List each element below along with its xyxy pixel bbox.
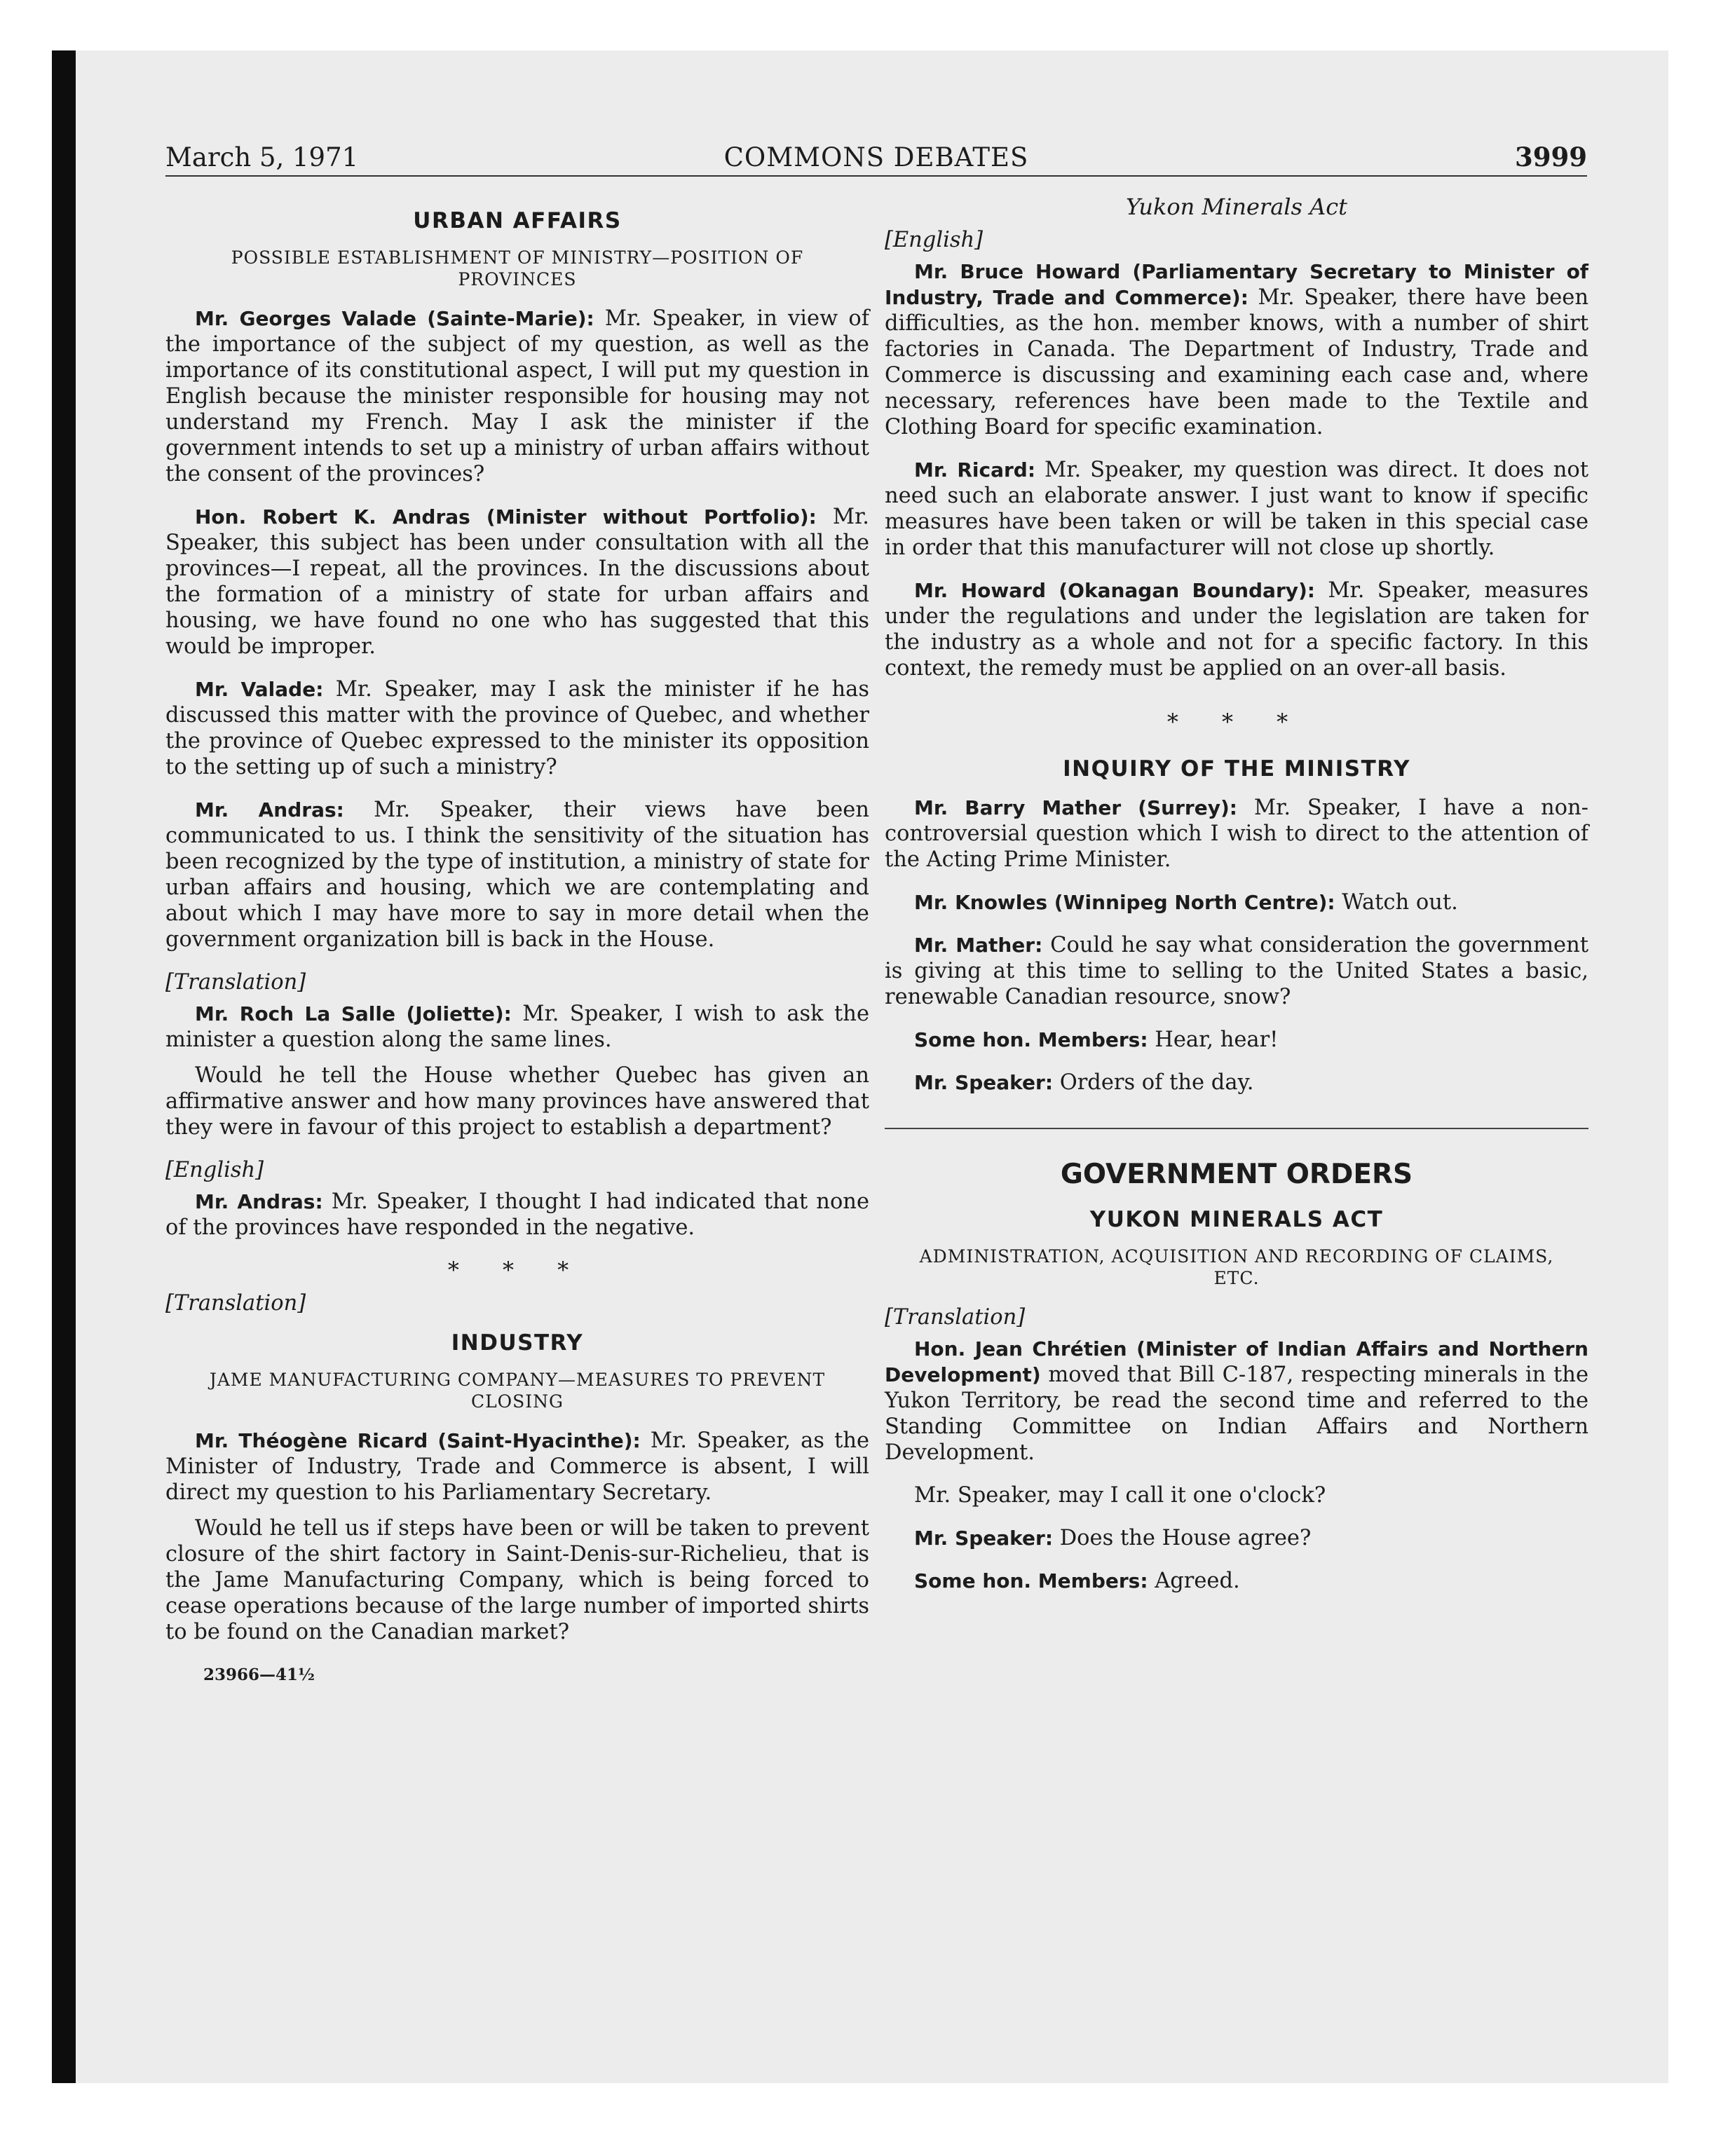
paragraph [165, 504, 869, 660]
speaker-name: Mr. Ricard: [914, 458, 1036, 482]
speech-text: Mr. Speaker, may I ask the minister if he has discussed this matter with the province of Quebec, and whether the province of Quebec expressed to the minister its opposition to the setting up of such a ministry? [165, 677, 869, 779]
translation-label: [Translation] [885, 1305, 1026, 1330]
urban-affairs-heading: URBAN AFFAIRS [413, 208, 622, 233]
paragraph: Would he tell the House whether Quebec has given an affirmative answer and how many provinces have answered that they were in favour of this project to establish a department? [165, 1063, 869, 1140]
speech-text: Mr. Speaker, in view of the importance of the subject of my question, as well as the importance of its constitutional aspect, I will put my question in English because the minister responsible for housing may not understand my French. May I ask the minister if the government intends to set up a ministry of urban affairs without the consent of the provinces? [165, 306, 869, 486]
paragraph [885, 578, 1588, 681]
section-rule [885, 1128, 1588, 1129]
page-content [52, 50, 1668, 2083]
section-separator: * * * [447, 1257, 587, 1283]
paragraph [165, 676, 869, 780]
paragraph: Would he tell us if steps have been or will be taken to prevent closure of the shirt factory in Saint-Denis-sur-Richelieu, that is the Jame Manufacturing Company, which is being forced to cease operations because of the large number of imported shirts to be found on the Canadian market? [165, 1516, 869, 1644]
translation-label: [Translation] [165, 1291, 306, 1316]
speaker-name: Some hon. Members: [914, 1569, 1148, 1592]
paragraph [885, 259, 1588, 440]
scanned-page [52, 50, 1668, 2083]
speaker-name: Hon. Robert K. Andras (Minister without Portfolio): [195, 505, 817, 528]
paragraph [885, 1568, 1588, 1594]
industry-subheading: JAME MANUFACTURING COMPANY—MEASURES TO PREVENT CLOSING [209, 1370, 826, 1412]
speech-text: Mr. Speaker, measures under the regulations and under the legislation are taken for the industry as a whole and not for a specific factory. In this context, the remedy must be applied on an over-all basis. [885, 578, 1588, 681]
speech-text: Hear, hear! [1148, 1028, 1279, 1052]
header-page-number: 3999 [1515, 142, 1587, 172]
header-title: COMMONS DEBATES [723, 142, 1029, 172]
paragraph [165, 306, 869, 487]
speaker-name: Mr. Speaker: [914, 1071, 1054, 1094]
paragraph [165, 1001, 869, 1053]
paragraph [165, 1428, 869, 1506]
running-head: Yukon Minerals Act [1125, 193, 1348, 220]
government-orders-heading: GOVERNMENT ORDERS [1060, 1159, 1413, 1190]
speech-text: moved that Bill C-187, respecting minerals in the Yukon Territory, be read the second time and referred to the Standing Committee on Indian Affairs and Northern Development. [885, 1363, 1588, 1465]
speech-text: Watch out. [1335, 890, 1458, 915]
paragraph [885, 1525, 1588, 1551]
left-column [165, 194, 869, 1688]
paragraph [885, 932, 1588, 1010]
paragraph [165, 797, 869, 953]
paragraph [165, 1189, 869, 1241]
speaker-name: Mr. Mather: [914, 934, 1043, 957]
english-label: [English] [165, 1158, 264, 1182]
speaker-name: Mr. Roch La Salle (Joliette): [195, 1002, 512, 1025]
speech-text: Mr. Speaker, as the Minister of Industry, Trade and Commerce is absent, I will direct my question to his Parliamentary Secretary. [165, 1428, 870, 1505]
inquiry-heading: INQUIRY OF THE MINISTRY [1063, 756, 1410, 782]
speech-text: Mr. Speaker, their views have been communicated to us. I think the sensitivity of the situation has been recognized by the type of institution, a ministry of state for urban affairs and housing, which we are contemplating and about which I may have more to say in more detail when the government organization bill is back in the House. [165, 798, 869, 952]
industry-heading: INDUSTRY [451, 1330, 584, 1356]
header-date: March 5, 1971 [165, 142, 359, 172]
speaker-name: Mr. Georges Valade (Sainte-Marie): [195, 307, 594, 330]
speech-text: Agreed. [1148, 1569, 1240, 1593]
paragraph [885, 457, 1588, 561]
speech-text: Mr. Speaker, I wish to ask the minister a question along the same lines. [165, 1002, 870, 1052]
page-header [165, 144, 1587, 177]
speaker-name: Mr. Knowles (Winnipeg North Centre): [914, 891, 1335, 914]
speech-text: Mr. Speaker, this subject has been under consultation with all the provinces—I repeat, all the provinces. In the discussions about the formation of a ministry of state for urban affairs and housing, we have found no one who has suggested that this would be improper. [165, 505, 870, 659]
speaker-name: Some hon. Members: [914, 1028, 1148, 1051]
paragraph [885, 795, 1588, 873]
speaker-name: Mr. Speaker: [914, 1527, 1054, 1550]
speaker-name: Mr. Valade: [195, 678, 324, 701]
footer-code: 23966—41½ [203, 1665, 315, 1684]
speaker-name: Mr. Andras: [195, 798, 344, 821]
speech-text: Mr. Speaker, I have a non-controversial question which I wish to direct to the attention of the Acting Prime Minister. [885, 796, 1588, 872]
speaker-name: Mr. Andras: [195, 1190, 323, 1213]
speaker-name: Mr. Howard (Okanagan Boundary): [914, 579, 1315, 602]
speaker-name: Mr. Barry Mather (Surrey): [914, 796, 1237, 819]
yukon-minerals-subheading: ADMINISTRATION, ACQUISITION AND RECORDING OF CLAIMS, ETC. [919, 1246, 1554, 1288]
translation-label: [Translation] [165, 970, 306, 995]
speech-text: Orders of the day. [1053, 1070, 1254, 1095]
right-column [885, 194, 1588, 1611]
speech-text: Does the House agree? [1053, 1526, 1312, 1550]
paragraph [885, 889, 1588, 915]
paragraph: Mr. Speaker, may I call it one o'clock? [914, 1483, 1326, 1508]
speech-text: Mr. Speaker, my question was direct. It does not need such an elaborate answer. I just want to know if specific measures have been taken or will be taken in this special case in order that this manufacturer will not close up shortly. [885, 458, 1588, 560]
paragraph [885, 1027, 1588, 1053]
speech-text: Could he say what consideration the government is giving at this time to selling to the United States a basic, renewable Canadian resource, snow? [885, 933, 1588, 1009]
speech-text: Mr. Speaker, I thought I had indicated that none of the provinces have responded in the negative. [165, 1189, 869, 1240]
speech-text: Mr. Speaker, there have been difficulties, as the hon. member knows, with a number of shirt factories in Canada. The Department of Industry, Trade and Commerce is discussing and examining each case and, where necessary, references have been made to the Textile and Clothing Board for specific examination. [885, 285, 1588, 439]
speaker-name: Mr. Théogène Ricard (Saint-Hyacinthe): [195, 1429, 641, 1452]
urban-affairs-subheading: POSSIBLE ESTABLISHMENT OF MINISTRY—POSITION OF PROVINCES [231, 247, 804, 289]
english-label: [English] [885, 228, 984, 252]
section-separator: * * * [1166, 709, 1307, 735]
paragraph [885, 1336, 1588, 1466]
paragraph [885, 1070, 1588, 1096]
speaker-name: Hon. Jean Chrétien (Minister of Indian Affairs and Northern Development) [885, 1337, 1588, 1386]
yukon-minerals-heading: YUKON MINERALS ACT [1089, 1207, 1384, 1232]
speaker-name: Mr. Bruce Howard (Parliamentary Secretary to Minister of Industry, Trade and Commerce): [885, 260, 1588, 309]
